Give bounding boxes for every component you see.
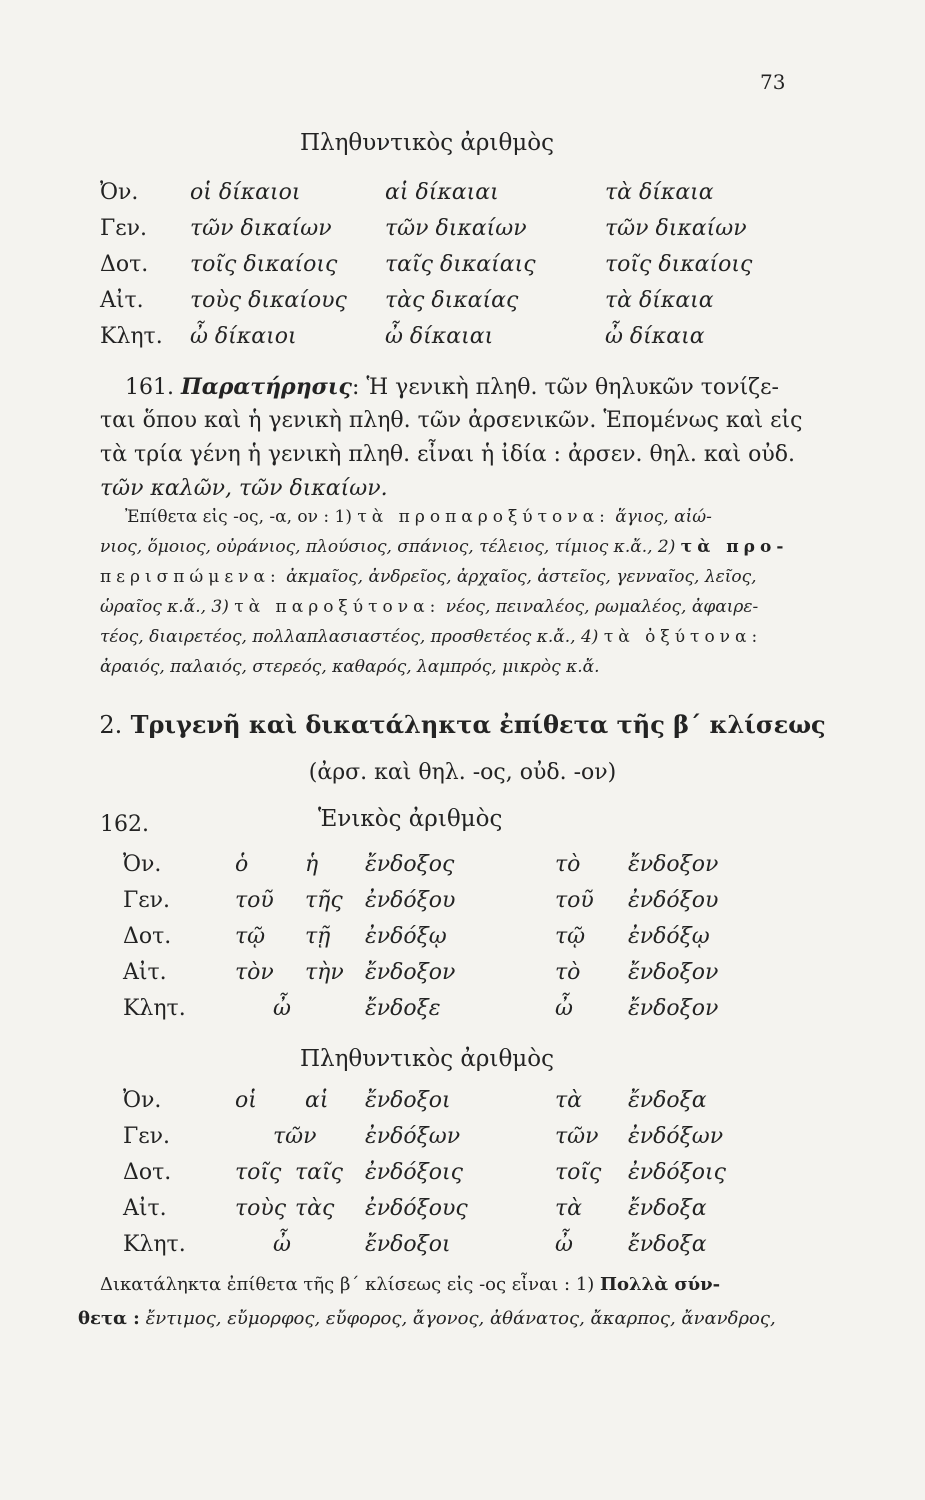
- adjective-note: [100, 502, 788, 682]
- neuter-article: τοῖς: [555, 1160, 602, 1185]
- case-label: Κλητ.: [123, 996, 186, 1021]
- feminine-form: τῶν δικαίων: [385, 216, 527, 241]
- paragraph-text: Δικατάληκτα ἐπίθετα τῆς β΄ κλίσεως εἰς -ος εἶναι : 1): [100, 1274, 595, 1295]
- case-label: Αἰτ.: [123, 1196, 167, 1221]
- neuter-form: τῶν δικαίων: [605, 216, 747, 241]
- neuter-article: ὦ: [555, 996, 573, 1021]
- neuter-form: ὦ δίκαια: [605, 324, 705, 349]
- feminine-article: τὰς: [295, 1196, 335, 1221]
- neuter-article: τῶν: [555, 1124, 599, 1149]
- masc-fem-form: ἐνδόξοις: [365, 1160, 463, 1185]
- paragraph-line: ται ὅπου καὶ ἡ γενικὴ πληθ. τῶν ἀρσενικῶν. Ἑπομένως καὶ εἰς: [100, 408, 803, 433]
- case-label: Ὀν.: [100, 180, 139, 205]
- section-subtitle: (ἀρσ. καὶ θηλ. -ος, οὐδ. -ον): [308, 760, 617, 785]
- neuter-form: ἐνδόξων: [628, 1124, 724, 1149]
- paragraph-line: τὰ τρία γένη ἡ γενικὴ πληθ. εἶναι ἡ ἰδία : ἀρσεν. θηλ. καὶ οὐδ.: [100, 442, 795, 467]
- case-label: Αἰτ.: [123, 960, 167, 985]
- neuter-article: τὰ: [555, 1196, 583, 1221]
- note-line: [100, 502, 788, 532]
- case-label: Γεν.: [123, 888, 171, 913]
- masc-fem-form: ἔνδοξος: [365, 852, 455, 877]
- paragraph-line: [78, 1302, 776, 1336]
- feminine-form: ὦ δίκαιαι: [385, 324, 494, 349]
- masculine-form: ὦ δίκαιοι: [190, 324, 297, 349]
- masc-fem-form: ἐνδόξους: [365, 1196, 468, 1221]
- feminine-article: τῇ: [305, 924, 331, 949]
- neuter-form: ἔνδοξα: [628, 1196, 707, 1221]
- neuter-form: ἐνδόξοις: [628, 1160, 726, 1185]
- masculine-form: οἱ δίκαιοι: [190, 180, 301, 205]
- neuter-form: ἐνδόξῳ: [628, 924, 710, 949]
- neuter-form: ἔνδοξον: [628, 960, 719, 985]
- case-label: Γεν.: [100, 216, 148, 241]
- note-line: [100, 592, 788, 622]
- note-category: περισπώμενα:: [100, 567, 281, 587]
- plural-heading: Πληθυντικὸς ἀριθμὸς: [300, 1046, 554, 1072]
- neuter-form: ἔνδοξα: [628, 1232, 707, 1257]
- case-label: Δοτ.: [100, 252, 149, 277]
- neuter-form: ἔνδοξον: [628, 996, 719, 1021]
- case-label: Δοτ.: [123, 1160, 172, 1185]
- feminine-article: τὴν: [305, 960, 344, 985]
- case-label: Ὀν.: [123, 852, 162, 877]
- paragraph-examples: ἔντιμος, εὔμορφος, εὔφορος, ἄγονος, ἀθάνατος, ἄκαρπος, ἄνανδρος,: [145, 1308, 776, 1329]
- paragraph-161-body: [100, 404, 803, 506]
- masc-fem-form: ἔνδοξοι: [365, 1088, 451, 1113]
- note-examples: ἀκμαῖος, ἀνδρεῖος, ἀρχαῖος, ἀστεῖος, γενναῖος, λεῖος,: [286, 567, 757, 587]
- neuter-form: τοῖς δικαίοις: [605, 252, 753, 277]
- masculine-article: τοῖς: [235, 1160, 282, 1185]
- neuter-article: τῷ: [555, 924, 586, 949]
- masculine-article: τοὺς: [235, 1196, 287, 1221]
- feminine-article: ἡ: [305, 852, 319, 877]
- feminine-form: τὰς δικαίας: [385, 288, 519, 313]
- neuter-form: τὰ δίκαια: [605, 288, 714, 313]
- note-category: τὰ προ-: [680, 537, 789, 557]
- bottom-paragraph: [78, 1268, 776, 1336]
- paragraph-emphasis: Πολλὰ σύν-: [600, 1274, 721, 1295]
- note-text: Ἐπίθετα εἰς -ος, -α, ον : 1): [125, 507, 352, 527]
- page-number: 73: [760, 70, 786, 94]
- note-category: τὰ ὀξύτονα:: [603, 627, 763, 647]
- masculine-form: τοὺς δικαίους: [190, 288, 347, 313]
- masc-fem-form: ἐνδόξων: [365, 1124, 461, 1149]
- paragraph-line: [100, 1268, 776, 1302]
- neuter-article: τὸ: [555, 960, 581, 985]
- case-label: Γεν.: [123, 1124, 171, 1149]
- case-label: Δοτ.: [123, 924, 172, 949]
- masc-fem-form: ἐνδόξῳ: [365, 924, 447, 949]
- masculine-article: τοῦ: [235, 888, 274, 913]
- feminine-form: ταῖς δικαίαις: [385, 252, 536, 277]
- neuter-form: ἔνδοξα: [628, 1088, 707, 1113]
- paragraph-161: [125, 370, 779, 405]
- masculine-article: οἱ: [235, 1088, 257, 1113]
- observation-label: Παρατήρησις: [180, 374, 352, 400]
- note-examples: τέος, διαιρετέος, πολλαπλασιαστέος, προσθετέος κ.ἄ., 4): [100, 627, 599, 647]
- masc-fem-form: ἔνδοξοι: [365, 1232, 451, 1257]
- section-title-text: Τριγενῆ καὶ δικατάληκτα ἐπίθετα τῆς β΄ κλίσεως: [130, 710, 826, 739]
- feminine-article: αἱ: [305, 1088, 329, 1113]
- feminine-form: αἱ δίκαιαι: [385, 180, 499, 205]
- common-article: τῶν: [273, 1124, 317, 1149]
- paragraph-emphasis: θετα :: [78, 1308, 140, 1329]
- note-line: ἀραιός, παλαιός, στερεός, καθαρός, λαμπρός, μικρὸς κ.ἄ.: [100, 657, 600, 677]
- case-label: Κλητ.: [100, 324, 163, 349]
- note-line: [100, 622, 788, 652]
- masculine-form: τοῖς δικαίοις: [190, 252, 338, 277]
- case-label: Κλητ.: [123, 1232, 186, 1257]
- note-line: [100, 562, 788, 592]
- paragraph-text: : Ἡ γενικὴ πληθ. τῶν θηλυκῶν τονίζε-: [351, 375, 779, 400]
- neuter-article: τὰ: [555, 1088, 583, 1113]
- section-title: [0, 710, 925, 739]
- masculine-article: τῷ: [235, 924, 266, 949]
- masculine-form: τῶν δικαίων: [190, 216, 332, 241]
- paragraph-number: 161.: [125, 375, 174, 400]
- neuter-form: ἔνδοξον: [628, 852, 719, 877]
- case-label: Αἰτ.: [100, 288, 144, 313]
- neuter-article: ὦ: [555, 1232, 573, 1257]
- singular-heading: Ἑνικὸς ἀριθμὸς: [318, 806, 503, 832]
- section-number: 2.: [99, 711, 123, 739]
- note-line: [100, 532, 788, 562]
- feminine-article: τῆς: [305, 888, 343, 913]
- neuter-form: ἐνδόξου: [628, 888, 719, 913]
- vocative-particle: ὦ: [273, 996, 291, 1021]
- plural-heading: Πληθυντικὸς ἀριθμὸς: [300, 130, 554, 156]
- masc-fem-form: ἐνδόξου: [365, 888, 456, 913]
- masc-fem-form: ἔνδοξον: [365, 960, 456, 985]
- masculine-article: τὸν: [235, 960, 274, 985]
- masculine-article: ὁ: [235, 852, 249, 877]
- note-examples: νέος, πειναλέος, ρωμαλέος, ἀφαιρε-: [445, 597, 759, 617]
- masc-fem-form: ἔνδοξε: [365, 996, 441, 1021]
- note-examples: ὡραῖος κ.ἄ., 3): [100, 597, 229, 617]
- paragraph-162-number: 162.: [100, 812, 149, 837]
- paragraph-line: τῶν καλῶν, τῶν δικαίων.: [100, 476, 388, 501]
- neuter-form: τὰ δίκαια: [605, 180, 714, 205]
- note-category: τὰ προπαροξύτονα:: [357, 507, 610, 527]
- feminine-article: ταῖς: [295, 1160, 343, 1185]
- vocative-particle: ὦ: [273, 1232, 291, 1257]
- case-label: Ὀν.: [123, 1088, 162, 1113]
- note-category: τὰ παροξύτονα:: [234, 597, 441, 617]
- note-examples: ἅγιος, αἰώ-: [615, 507, 712, 527]
- paragraph-line: [125, 370, 779, 405]
- note-examples: νιος, ὅμοιος, οὐράνιος, πλούσιος, σπάνιος, τέλειος, τίμιος κ.ἄ., 2): [100, 537, 676, 557]
- neuter-article: τὸ: [555, 852, 581, 877]
- neuter-article: τοῦ: [555, 888, 594, 913]
